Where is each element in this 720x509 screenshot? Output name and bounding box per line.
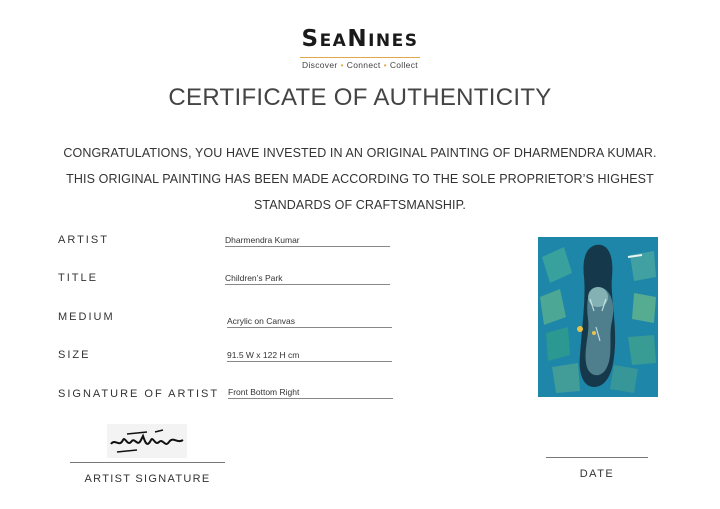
statement-line: THIS ORIGINAL PAINTING HAS BEEN MADE ACCORDING TO THE SOLE PROPRIETOR’S HIGHEST (66, 172, 654, 186)
title-label: TITLE (58, 272, 98, 284)
painting-artwork (538, 237, 658, 397)
signature-label: SIGNATURE OF ARTIST (58, 388, 220, 400)
artist-label: ARTIST (58, 234, 109, 246)
certificate-title: CERTIFICATE OF AUTHENTICITY (168, 84, 552, 111)
signature-scribble (107, 424, 187, 458)
painting-image (538, 237, 658, 397)
medium-label: MEDIUM (58, 311, 115, 323)
statement-line: CONGRATULATIONS, YOU HAVE INVESTED IN AN ORIGINAL PAINTING OF DHARMENDRA KUMAR. (63, 146, 657, 160)
brand-tagline: Discover • Connect • Collect (302, 60, 418, 70)
date-line (546, 457, 648, 458)
brand-divider (300, 57, 420, 58)
tagline-connect: Connect (346, 60, 381, 70)
size-label: SIZE (58, 349, 91, 361)
artist-signature-caption: ARTIST SIGNATURE (84, 473, 211, 485)
certificate-statement (40, 140, 680, 218)
artist-value: Dharmendra Kumar (225, 235, 390, 247)
signature-value: Front Bottom Right (228, 387, 393, 399)
tagline-collect: Collect (389, 60, 418, 70)
artist-signature-line (70, 462, 225, 463)
brand-name: SEANINES (301, 26, 419, 52)
date-caption: DATE (579, 468, 615, 480)
size-value: 91.5 W x 122 H cm (227, 350, 392, 362)
medium-value: Acrylic on Canvas (227, 316, 392, 328)
tagline-discover: Discover (302, 60, 338, 70)
brand-logo (0, 26, 720, 70)
artist-signature-image (107, 424, 187, 458)
title-value: Children’s Park (225, 273, 390, 285)
statement-line: STANDARDS OF CRAFTSMANSHIP. (254, 198, 466, 212)
